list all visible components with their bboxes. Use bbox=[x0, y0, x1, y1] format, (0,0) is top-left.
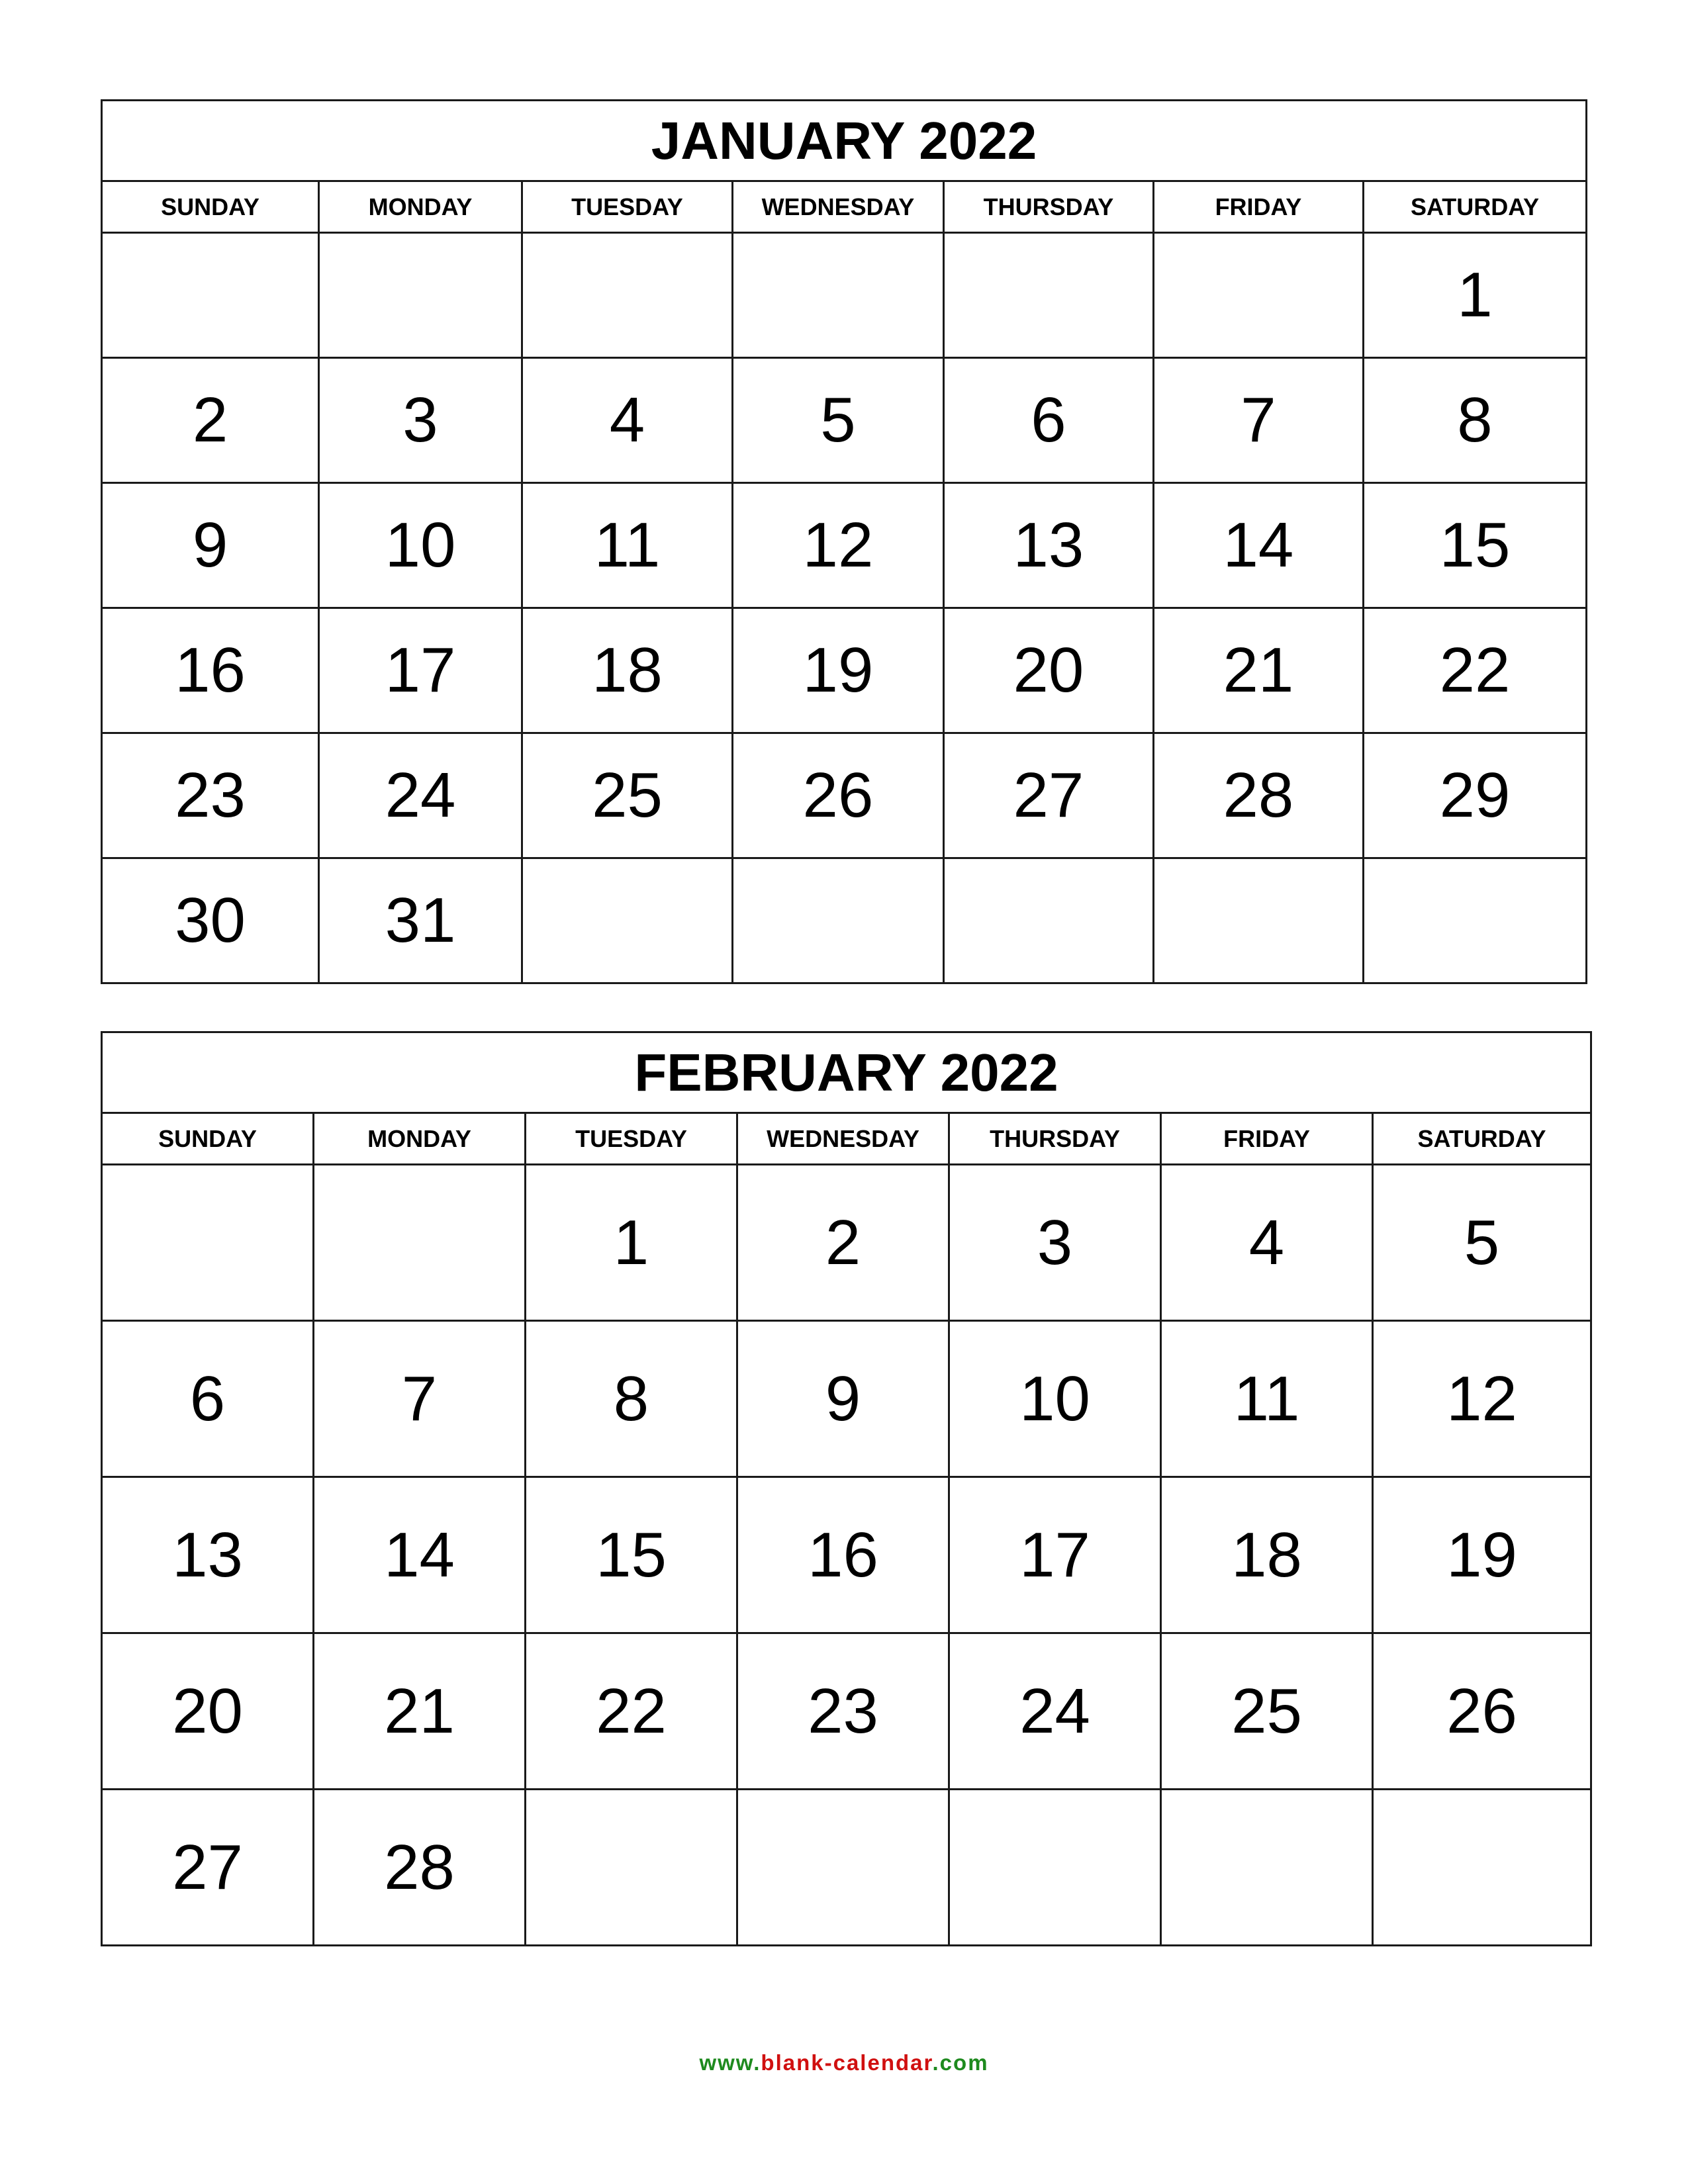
day-cell bbox=[943, 233, 1153, 358]
day-cell: 5 bbox=[1373, 1165, 1591, 1321]
week-row bbox=[102, 233, 1587, 358]
weekday-header-monday: MONDAY bbox=[314, 1113, 526, 1165]
day-cell: 2 bbox=[737, 1165, 949, 1321]
month-title: FEBRUARY 2022 bbox=[102, 1032, 1591, 1113]
day-cell: 30 bbox=[102, 858, 319, 983]
day-cell bbox=[949, 1790, 1161, 1946]
day-cell: 6 bbox=[943, 358, 1153, 483]
day-cell bbox=[102, 1165, 314, 1321]
day-cell: 20 bbox=[943, 608, 1153, 733]
day-cell: 26 bbox=[1373, 1633, 1591, 1790]
day-cell bbox=[1363, 858, 1586, 983]
day-cell: 26 bbox=[732, 733, 943, 858]
day-cell: 10 bbox=[949, 1321, 1161, 1477]
day-cell: 3 bbox=[319, 358, 522, 483]
month-title: JANUARY 2022 bbox=[102, 101, 1587, 181]
day-cell: 14 bbox=[1153, 483, 1363, 608]
day-cell bbox=[732, 233, 943, 358]
day-cell: 17 bbox=[949, 1477, 1161, 1633]
day-cell bbox=[1153, 233, 1363, 358]
week-row bbox=[102, 858, 1587, 983]
day-cell bbox=[737, 1790, 949, 1946]
day-cell: 20 bbox=[102, 1633, 314, 1790]
day-cell: 12 bbox=[732, 483, 943, 608]
day-cell: 5 bbox=[732, 358, 943, 483]
day-cell: 4 bbox=[1161, 1165, 1373, 1321]
day-cell: 18 bbox=[522, 608, 732, 733]
day-cell bbox=[522, 858, 732, 983]
day-cell: 1 bbox=[1363, 233, 1586, 358]
weekday-header-wednesday: WEDNESDAY bbox=[737, 1113, 949, 1165]
day-cell: 13 bbox=[102, 1477, 314, 1633]
week-row bbox=[102, 1321, 1591, 1477]
weekday-header-friday: FRIDAY bbox=[1153, 181, 1363, 233]
day-cell: 15 bbox=[526, 1477, 737, 1633]
day-cell bbox=[1161, 1790, 1373, 1946]
day-cell bbox=[314, 1165, 526, 1321]
day-cell: 9 bbox=[737, 1321, 949, 1477]
day-cell bbox=[522, 233, 732, 358]
day-cell: 6 bbox=[102, 1321, 314, 1477]
day-cell bbox=[732, 858, 943, 983]
day-cell: 7 bbox=[1153, 358, 1363, 483]
day-cell: 2 bbox=[102, 358, 319, 483]
day-cell: 24 bbox=[949, 1633, 1161, 1790]
day-cell: 21 bbox=[1153, 608, 1363, 733]
day-cell: 28 bbox=[314, 1790, 526, 1946]
day-cell: 19 bbox=[1373, 1477, 1591, 1633]
week-row bbox=[102, 358, 1587, 483]
day-cell: 4 bbox=[522, 358, 732, 483]
day-cell: 16 bbox=[737, 1477, 949, 1633]
day-cell: 8 bbox=[1363, 358, 1586, 483]
calendar-february bbox=[101, 1031, 1592, 1946]
weekday-header-sunday: SUNDAY bbox=[102, 1113, 314, 1165]
weekday-header-saturday: SATURDAY bbox=[1373, 1113, 1591, 1165]
day-cell: 31 bbox=[319, 858, 522, 983]
footer-suffix: .com bbox=[932, 2050, 989, 2075]
day-cell: 29 bbox=[1363, 733, 1586, 858]
day-cell: 1 bbox=[526, 1165, 737, 1321]
week-row bbox=[102, 1165, 1591, 1321]
weekday-header-friday: FRIDAY bbox=[1161, 1113, 1373, 1165]
day-cell: 13 bbox=[943, 483, 1153, 608]
day-cell: 23 bbox=[737, 1633, 949, 1790]
day-cell: 25 bbox=[522, 733, 732, 858]
calendar-january bbox=[101, 99, 1587, 984]
week-row bbox=[102, 483, 1587, 608]
day-cell bbox=[943, 858, 1153, 983]
day-cell: 9 bbox=[102, 483, 319, 608]
day-cell: 21 bbox=[314, 1633, 526, 1790]
weekday-header-tuesday: TUESDAY bbox=[522, 181, 732, 233]
day-cell: 17 bbox=[319, 608, 522, 733]
day-cell: 27 bbox=[943, 733, 1153, 858]
day-cell bbox=[102, 233, 319, 358]
day-cell bbox=[1153, 858, 1363, 983]
day-cell bbox=[319, 233, 522, 358]
footer-website-link[interactable] bbox=[0, 2050, 1688, 2075]
weekday-header-monday: MONDAY bbox=[319, 181, 522, 233]
week-row bbox=[102, 1477, 1591, 1633]
weekday-header-thursday: THURSDAY bbox=[949, 1113, 1161, 1165]
weekday-header-saturday: SATURDAY bbox=[1363, 181, 1586, 233]
day-cell: 23 bbox=[102, 733, 319, 858]
week-row bbox=[102, 1790, 1591, 1946]
day-cell: 22 bbox=[526, 1633, 737, 1790]
day-cell: 19 bbox=[732, 608, 943, 733]
weekday-header-tuesday: TUESDAY bbox=[526, 1113, 737, 1165]
week-row bbox=[102, 1633, 1591, 1790]
footer-site: blank-calendar bbox=[761, 2050, 933, 2075]
day-cell: 25 bbox=[1161, 1633, 1373, 1790]
weekday-header-sunday: SUNDAY bbox=[102, 181, 319, 233]
weekday-header-thursday: THURSDAY bbox=[943, 181, 1153, 233]
day-cell: 15 bbox=[1363, 483, 1586, 608]
weekday-header-wednesday: WEDNESDAY bbox=[732, 181, 943, 233]
day-cell: 3 bbox=[949, 1165, 1161, 1321]
day-cell: 7 bbox=[314, 1321, 526, 1477]
day-cell: 18 bbox=[1161, 1477, 1373, 1633]
day-cell: 11 bbox=[522, 483, 732, 608]
day-cell bbox=[1373, 1790, 1591, 1946]
footer-prefix: www. bbox=[699, 2050, 761, 2075]
day-cell: 10 bbox=[319, 483, 522, 608]
day-cell: 14 bbox=[314, 1477, 526, 1633]
day-cell: 12 bbox=[1373, 1321, 1591, 1477]
day-cell: 8 bbox=[526, 1321, 737, 1477]
week-row bbox=[102, 733, 1587, 858]
day-cell bbox=[526, 1790, 737, 1946]
day-cell: 24 bbox=[319, 733, 522, 858]
day-cell: 16 bbox=[102, 608, 319, 733]
day-cell: 11 bbox=[1161, 1321, 1373, 1477]
day-cell: 28 bbox=[1153, 733, 1363, 858]
day-cell: 27 bbox=[102, 1790, 314, 1946]
day-cell: 22 bbox=[1363, 608, 1586, 733]
week-row bbox=[102, 608, 1587, 733]
